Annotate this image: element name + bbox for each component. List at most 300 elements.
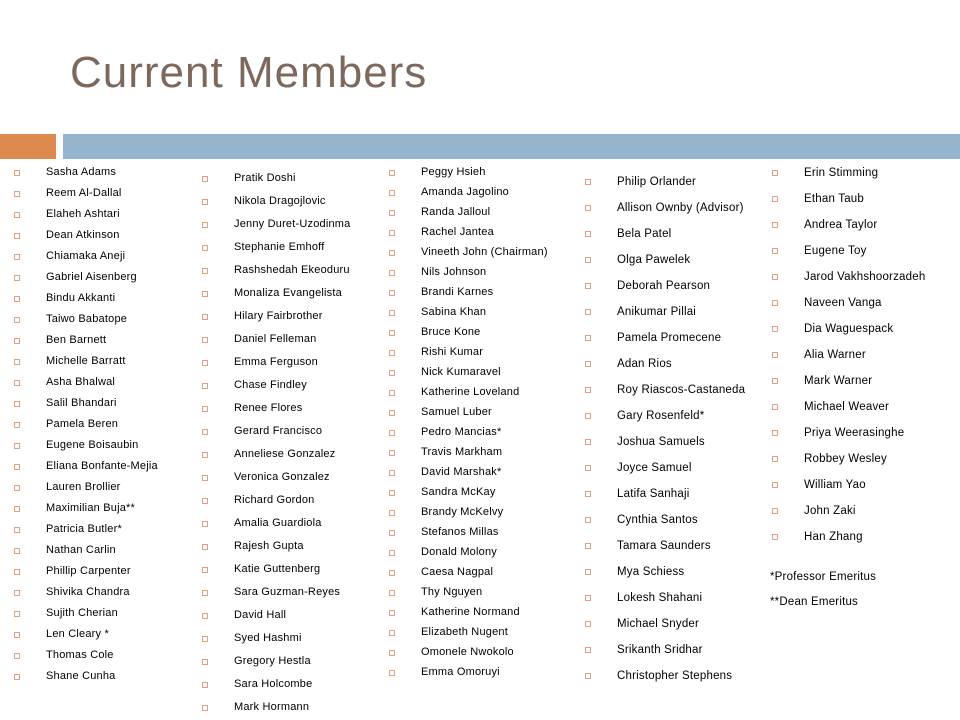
member-name: Sujith Cherian — [46, 607, 118, 619]
square-bullet-icon — [202, 222, 208, 228]
member-name: Roy Riascos-Castaneda — [617, 384, 746, 396]
member-list-item — [198, 425, 382, 438]
member-name: Elaheh Ashtari — [46, 208, 120, 220]
member-name: Han Zhang — [804, 531, 863, 543]
member-name: William Yao — [804, 479, 866, 491]
square-bullet-icon — [202, 682, 208, 688]
square-bullet-icon — [585, 569, 591, 575]
member-column-4 — [581, 175, 767, 683]
member-list-item — [10, 649, 192, 662]
square-bullet-icon — [14, 443, 20, 449]
member-list-item — [385, 406, 573, 419]
member-list-item — [198, 402, 382, 415]
member-list-item — [198, 379, 382, 392]
square-bullet-icon — [202, 636, 208, 642]
square-bullet-icon — [14, 569, 20, 575]
member-name: Ben Barnett — [46, 334, 107, 346]
member-list-item — [385, 226, 573, 239]
member-name: Monaliza Evangelista — [234, 287, 342, 299]
member-name: Caesa Nagpal — [421, 566, 494, 578]
footnote-professor-emeritus: *Professor Emeritus — [770, 571, 877, 583]
member-name: Alia Warner — [804, 349, 866, 361]
member-name: Peggy Hsieh — [421, 166, 486, 178]
member-name: Gregory Hestla — [234, 655, 311, 667]
member-list-item — [198, 241, 382, 254]
member-name: Veronica Gonzalez — [234, 471, 330, 483]
member-list-item — [385, 546, 573, 559]
square-bullet-icon — [585, 673, 591, 679]
member-list-item — [385, 306, 573, 319]
member-name: Erin Stimming — [804, 167, 879, 179]
member-list-item — [581, 487, 767, 501]
member-list-item — [768, 452, 958, 466]
member-name: Katherine Normand — [421, 606, 520, 618]
member-name: Stephanie Emhoff — [234, 241, 325, 253]
member-name: Anneliese Gonzalez — [234, 448, 336, 460]
member-list-item — [581, 201, 767, 215]
member-list-item — [10, 313, 192, 326]
member-name: Katherine Loveland — [421, 386, 520, 398]
square-bullet-icon — [772, 274, 778, 280]
member-list-item — [198, 609, 382, 622]
member-list-item — [198, 540, 382, 553]
member-column-3 — [385, 166, 573, 679]
square-bullet-icon — [202, 475, 208, 481]
member-list-item — [768, 296, 958, 310]
square-bullet-icon — [14, 422, 20, 428]
square-bullet-icon — [389, 610, 395, 616]
member-name: Emma Omoruyi — [421, 666, 500, 678]
member-list-item — [10, 418, 192, 431]
member-name: Philip Orlander — [617, 176, 697, 188]
square-bullet-icon — [14, 506, 20, 512]
square-bullet-icon — [585, 517, 591, 523]
member-name: Rachel Jantea — [421, 226, 494, 238]
square-bullet-icon — [389, 450, 395, 456]
member-list-item — [10, 460, 192, 473]
member-name: Pamela Beren — [46, 418, 119, 430]
square-bullet-icon — [389, 390, 395, 396]
square-bullet-icon — [202, 429, 208, 435]
square-bullet-icon — [585, 309, 591, 315]
member-name: Maximilian Buja** — [46, 502, 135, 514]
member-name: Brandi Karnes — [421, 286, 494, 298]
member-name: Michael Snyder — [617, 618, 700, 630]
member-list-item — [581, 539, 767, 553]
member-name: Rajesh Gupta — [234, 540, 304, 552]
member-list-item — [198, 287, 382, 300]
square-bullet-icon — [14, 674, 20, 680]
member-name: Hilary Fairbrother — [234, 310, 323, 322]
member-list-item — [768, 270, 958, 284]
member-list-item — [198, 172, 382, 185]
square-bullet-icon — [202, 452, 208, 458]
member-name: Emma Ferguson — [234, 356, 318, 368]
member-list-item — [581, 175, 767, 189]
member-list-item — [581, 409, 767, 423]
member-list-item — [10, 334, 192, 347]
member-name: Vineeth John (Chairman) — [421, 246, 548, 258]
member-list-item — [385, 486, 573, 499]
square-bullet-icon — [585, 491, 591, 497]
member-name: Asha Bhalwal — [46, 376, 116, 388]
square-bullet-icon — [772, 430, 778, 436]
square-bullet-icon — [14, 317, 20, 323]
member-name: Sandra McKay — [421, 486, 496, 498]
square-bullet-icon — [389, 190, 395, 196]
member-list-item — [581, 305, 767, 319]
member-name: Sasha Adams — [46, 166, 117, 178]
member-name: Chase Findley — [234, 379, 307, 391]
square-bullet-icon — [585, 413, 591, 419]
member-list-item — [198, 632, 382, 645]
square-bullet-icon — [772, 508, 778, 514]
member-list-item — [581, 513, 767, 527]
member-list-item — [10, 544, 192, 557]
member-name: Allison Ownby (Advisor) — [617, 202, 744, 214]
square-bullet-icon — [202, 498, 208, 504]
square-bullet-icon — [14, 548, 20, 554]
square-bullet-icon — [389, 230, 395, 236]
square-bullet-icon — [772, 248, 778, 254]
member-list-item — [10, 565, 192, 578]
member-name: Pamela Promecene — [617, 332, 722, 344]
square-bullet-icon — [202, 314, 208, 320]
member-list-item — [581, 227, 767, 241]
square-bullet-icon — [772, 170, 778, 176]
member-name: Pedro Mancias* — [421, 426, 502, 438]
member-name: Katie Guttenberg — [234, 563, 321, 575]
member-list-item — [581, 591, 767, 605]
member-name: Nikola Dragojlovic — [234, 195, 326, 207]
member-list-item — [385, 326, 573, 339]
member-name: Amalia Guardiola — [234, 517, 322, 529]
square-bullet-icon — [202, 268, 208, 274]
member-name: Robbey Wesley — [804, 453, 887, 465]
square-bullet-icon — [14, 212, 20, 218]
square-bullet-icon — [389, 670, 395, 676]
square-bullet-icon — [14, 380, 20, 386]
member-name: Tamara Saunders — [617, 540, 711, 552]
member-list-item — [768, 192, 958, 206]
square-bullet-icon — [772, 404, 778, 410]
member-list-item — [385, 606, 573, 619]
member-list-item — [385, 186, 573, 199]
square-bullet-icon — [389, 570, 395, 576]
square-bullet-icon — [389, 270, 395, 276]
member-list-item — [10, 376, 192, 389]
square-bullet-icon — [389, 510, 395, 516]
square-bullet-icon — [202, 590, 208, 596]
member-list-item — [198, 586, 382, 599]
square-bullet-icon — [585, 257, 591, 263]
square-bullet-icon — [14, 338, 20, 344]
member-name: Sara Holcombe — [234, 678, 313, 690]
member-list-item — [581, 383, 767, 397]
member-list-item — [385, 246, 573, 259]
square-bullet-icon — [14, 233, 20, 239]
member-name: Sara Guzman-Reyes — [234, 586, 341, 598]
member-name: Joshua Samuels — [617, 436, 705, 448]
member-list-item — [385, 466, 573, 479]
square-bullet-icon — [585, 387, 591, 393]
member-list-item — [581, 461, 767, 475]
member-name: Shane Cunha — [46, 670, 116, 682]
member-name: Adan Rios — [617, 358, 672, 370]
square-bullet-icon — [389, 350, 395, 356]
footnotes — [770, 570, 876, 609]
member-name: Reem Al-Dallal — [46, 187, 122, 199]
member-list-item — [385, 646, 573, 659]
member-list-item — [581, 643, 767, 657]
member-name: Amanda Jagolino — [421, 186, 510, 198]
member-name: Pratik Doshi — [234, 172, 296, 184]
square-bullet-icon — [389, 290, 395, 296]
square-bullet-icon — [14, 254, 20, 260]
square-bullet-icon — [202, 705, 208, 711]
footnote-dean-emeritus: **Dean Emeritus — [770, 596, 859, 608]
square-bullet-icon — [202, 383, 208, 389]
member-name: Donald Molony — [421, 546, 497, 558]
square-bullet-icon — [389, 170, 395, 176]
square-bullet-icon — [202, 659, 208, 665]
member-list-item — [10, 292, 192, 305]
square-bullet-icon — [772, 352, 778, 358]
member-list-item — [10, 355, 192, 368]
member-name: Andrea Taylor — [804, 219, 878, 231]
square-bullet-icon — [389, 530, 395, 536]
member-list-item — [10, 502, 192, 515]
member-list-item — [10, 586, 192, 599]
member-list-item — [198, 701, 382, 714]
member-name: Eugene Boisaubin — [46, 439, 139, 451]
square-bullet-icon — [389, 330, 395, 336]
member-list-item — [385, 366, 573, 379]
square-bullet-icon — [585, 283, 591, 289]
member-list-item — [768, 374, 958, 388]
member-list-item — [581, 357, 767, 371]
member-name: Dia Waguespack — [804, 323, 894, 335]
member-name: Michelle Barratt — [46, 355, 126, 367]
member-list-item — [10, 481, 192, 494]
member-list-item — [385, 506, 573, 519]
square-bullet-icon — [202, 291, 208, 297]
square-bullet-icon — [389, 370, 395, 376]
accent-blue-bar — [63, 134, 960, 159]
member-name: Dean Atkinson — [46, 229, 120, 241]
square-bullet-icon — [585, 543, 591, 549]
member-list-item — [385, 566, 573, 579]
member-list-item — [581, 253, 767, 267]
member-list-item — [10, 208, 192, 221]
square-bullet-icon — [389, 210, 395, 216]
member-list-item — [10, 523, 192, 536]
square-bullet-icon — [772, 482, 778, 488]
member-list-item — [10, 670, 192, 683]
member-list-item — [385, 206, 573, 219]
square-bullet-icon — [389, 650, 395, 656]
member-name: Shivika Chandra — [46, 586, 130, 598]
member-name: Lauren Brollier — [46, 481, 121, 493]
member-name: Patricia Butler* — [46, 523, 122, 535]
square-bullet-icon — [202, 199, 208, 205]
member-name: Deborah Pearson — [617, 280, 711, 292]
member-list-item — [10, 628, 192, 641]
member-list-item — [198, 494, 382, 507]
member-list-item — [385, 266, 573, 279]
member-name: Bela Patel — [617, 228, 672, 240]
member-list-item — [581, 565, 767, 579]
square-bullet-icon — [585, 465, 591, 471]
member-list-item — [198, 195, 382, 208]
square-bullet-icon — [14, 485, 20, 491]
member-list-item — [198, 310, 382, 323]
member-name: Srikanth Sridhar — [617, 644, 703, 656]
member-name: Brandy McKelvy — [421, 506, 504, 518]
member-name: Travis Markham — [421, 446, 503, 458]
square-bullet-icon — [389, 470, 395, 476]
member-list-item — [10, 271, 192, 284]
member-name: Rashshedah Ekeoduru — [234, 264, 350, 276]
member-list-item — [385, 526, 573, 539]
square-bullet-icon — [585, 595, 591, 601]
member-name: Salil Bhandari — [46, 397, 117, 409]
member-name: David Marshak* — [421, 466, 502, 478]
member-list-item — [768, 322, 958, 336]
member-list-item — [198, 655, 382, 668]
square-bullet-icon — [389, 410, 395, 416]
member-name: Mark Warner — [804, 375, 873, 387]
member-list-item — [581, 669, 767, 683]
member-list-item — [10, 166, 192, 179]
square-bullet-icon — [14, 401, 20, 407]
member-name: Cynthia Santos — [617, 514, 698, 526]
square-bullet-icon — [585, 361, 591, 367]
square-bullet-icon — [14, 464, 20, 470]
member-column-2 — [198, 172, 382, 714]
member-name: Richard Gordon — [234, 494, 315, 506]
member-list-item — [768, 426, 958, 440]
member-list-item — [10, 397, 192, 410]
member-list-item — [385, 166, 573, 179]
member-list-item — [198, 678, 382, 691]
member-name: Joyce Samuel — [617, 462, 692, 474]
member-list-item — [385, 346, 573, 359]
member-name: Phillip Carpenter — [46, 565, 131, 577]
member-name: Nick Kumaravel — [421, 366, 501, 378]
member-list-item — [768, 348, 958, 362]
member-name: Mya Schiess — [617, 566, 685, 578]
member-name: David Hall — [234, 609, 287, 621]
page-title: Current Members — [70, 48, 428, 97]
member-name: Christopher Stephens — [617, 670, 733, 682]
member-name: Jenny Duret-Uzodinma — [234, 218, 351, 230]
member-list-item — [10, 439, 192, 452]
member-list-item — [581, 279, 767, 293]
square-bullet-icon — [772, 378, 778, 384]
member-name: Rishi Kumar — [421, 346, 484, 358]
member-list-item — [198, 264, 382, 277]
square-bullet-icon — [14, 170, 20, 176]
square-bullet-icon — [14, 632, 20, 638]
square-bullet-icon — [202, 613, 208, 619]
member-name: Latifa Sanhaji — [617, 488, 690, 500]
member-column-5 — [768, 166, 958, 544]
member-list-item — [198, 471, 382, 484]
member-list-item — [581, 435, 767, 449]
member-list-item — [10, 250, 192, 263]
square-bullet-icon — [772, 196, 778, 202]
member-name: Mark Hormann — [234, 701, 310, 713]
member-name: Sabina Khan — [421, 306, 487, 318]
square-bullet-icon — [389, 250, 395, 256]
member-list-item — [198, 356, 382, 369]
member-name: Naveen Vanga — [804, 297, 882, 309]
square-bullet-icon — [202, 544, 208, 550]
member-name: Omonele Nwokolo — [421, 646, 514, 658]
member-name: Elizabeth Nugent — [421, 626, 508, 638]
member-name: Bruce Kone — [421, 326, 481, 338]
member-name: Gerard Francisco — [234, 425, 323, 437]
square-bullet-icon — [585, 647, 591, 653]
member-column-1 — [10, 166, 192, 683]
member-list-item — [581, 331, 767, 345]
square-bullet-icon — [14, 296, 20, 302]
member-name: Syed Hashmi — [234, 632, 302, 644]
square-bullet-icon — [772, 326, 778, 332]
member-list-item — [768, 400, 958, 414]
member-list-item — [385, 386, 573, 399]
member-name: Eugene Toy — [804, 245, 867, 257]
member-name: Daniel Felleman — [234, 333, 317, 345]
member-name: Chiamaka Aneji — [46, 250, 126, 262]
square-bullet-icon — [772, 300, 778, 306]
member-name: Lokesh Shahani — [617, 592, 703, 604]
member-name: Gary Rosenfeld* — [617, 410, 705, 422]
square-bullet-icon — [202, 176, 208, 182]
square-bullet-icon — [772, 534, 778, 540]
member-list-item — [768, 166, 958, 180]
member-list-item — [768, 530, 958, 544]
square-bullet-icon — [14, 527, 20, 533]
member-list-item — [385, 586, 573, 599]
member-list-item — [198, 448, 382, 461]
square-bullet-icon — [14, 590, 20, 596]
member-list-item — [10, 229, 192, 242]
member-name: Taiwo Babatope — [46, 313, 128, 325]
square-bullet-icon — [202, 245, 208, 251]
square-bullet-icon — [772, 222, 778, 228]
member-list-item — [385, 666, 573, 679]
member-list-item — [198, 333, 382, 346]
member-name: Renee Flores — [234, 402, 303, 414]
square-bullet-icon — [202, 567, 208, 573]
member-list-item — [768, 478, 958, 492]
square-bullet-icon — [14, 275, 20, 281]
member-name: Olga Pawelek — [617, 254, 691, 266]
member-list-item — [198, 517, 382, 530]
square-bullet-icon — [585, 335, 591, 341]
square-bullet-icon — [202, 360, 208, 366]
member-list-item — [198, 563, 382, 576]
member-list-item — [198, 218, 382, 231]
square-bullet-icon — [389, 430, 395, 436]
square-bullet-icon — [14, 653, 20, 659]
square-bullet-icon — [389, 590, 395, 596]
square-bullet-icon — [14, 611, 20, 617]
square-bullet-icon — [772, 456, 778, 462]
member-name: Eliana Bonfante-Mejia — [46, 460, 158, 472]
